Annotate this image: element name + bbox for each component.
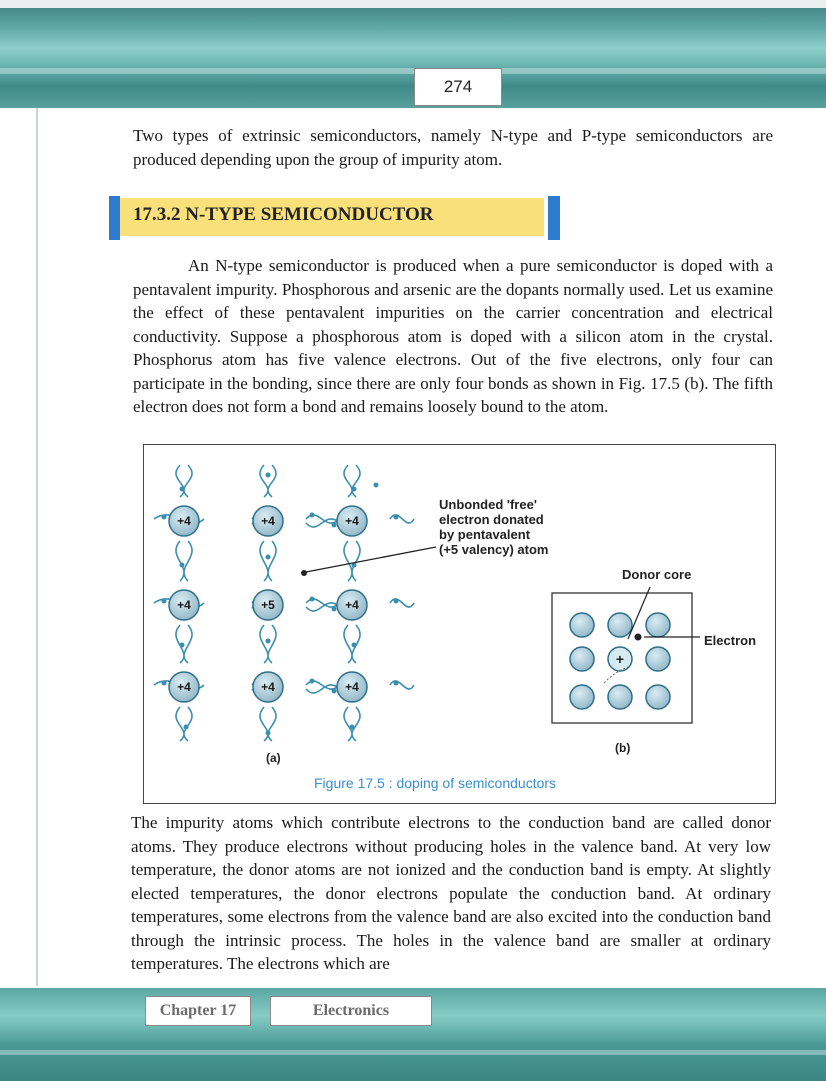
atom-label: +4 xyxy=(177,514,191,528)
donated-electron xyxy=(635,634,642,641)
unbonded-electron-annotation xyxy=(439,497,548,557)
atom-label: +4 xyxy=(261,514,275,528)
panel-a-label: (a) xyxy=(266,751,281,765)
dopant-atom-label: +5 xyxy=(261,598,275,612)
atom-label: +4 xyxy=(345,598,359,612)
free-electron-pointer xyxy=(301,547,436,576)
header-band xyxy=(0,0,826,108)
atom-label: +4 xyxy=(261,680,275,694)
atom-label: +4 xyxy=(345,680,359,694)
donor-core-symbol: + xyxy=(615,651,625,667)
closing-paragraph: The impurity atoms which contribute electrons to the conduction band are called donor atoms. They produce electrons without producing holes in the valence band. At very low temperature, the donor atoms are not ionized and the conduction band is empty. At slightly elected temperatures, the donor electrons populate the conduction band. At ordinary temperatures, some electrons from the valence band are also excited into the conduction band through the intrinsic process. The holes in the valence band are smaller at ordinary temperatures. The electrons which are xyxy=(131,813,771,973)
electron-label: Electron xyxy=(704,633,757,648)
section-heading-bar-right xyxy=(548,196,560,240)
atom-label: +4 xyxy=(177,598,191,612)
atom-label: +4 xyxy=(345,514,359,528)
footer-subject-label: Electronics xyxy=(270,996,432,1026)
section-title: 17.3.2 N-TYPE SEMICONDUCTOR xyxy=(133,204,434,225)
figure-caption: Figure 17.5 : doping of semiconductors xyxy=(314,775,557,791)
annotation-line: by pentavalent xyxy=(439,527,531,542)
body-paragraph: An N-type semiconductor is produced when a pure semiconductor is doped with a pentavalent impurity. Phosphorous and arsenic are the dopants normally used. Let us examine the effect of these pentavalent impurities on the carrier concentration and electrical conductivity. Suppose a phosphorous atom is doped with a silicon atom in the crystal. Phosphorus atom has five valence electrons. Out of the five electrons, only four can participate in the bonding, since there are only four bonds as shown in Fig. 17.5 (b). The fifth electron does not form a bond and remains loosely bound to the atom. xyxy=(133,256,773,416)
annotation-line: Unbonded 'free' xyxy=(439,497,537,512)
section-heading-bar-left xyxy=(109,196,120,240)
page-number: 274 xyxy=(414,68,502,106)
panel-b-label: (b) xyxy=(615,741,631,755)
annotation-line: electron donated xyxy=(439,512,544,527)
footer-chapter-label: Chapter 17 xyxy=(145,996,251,1026)
figure-17-5 xyxy=(143,444,776,804)
intro-paragraph: Two types of extrinsic semiconductors, namely N-type and P-type semiconductors are produced depending upon the group of impurity atom. xyxy=(133,126,773,169)
atom-label: +4 xyxy=(177,680,191,694)
panel-b-donor-diagram xyxy=(552,587,700,723)
page-margin-rule xyxy=(36,108,38,986)
donor-core-label: Donor core xyxy=(622,567,692,582)
annotation-line: (+5 valency) atom xyxy=(439,542,549,557)
